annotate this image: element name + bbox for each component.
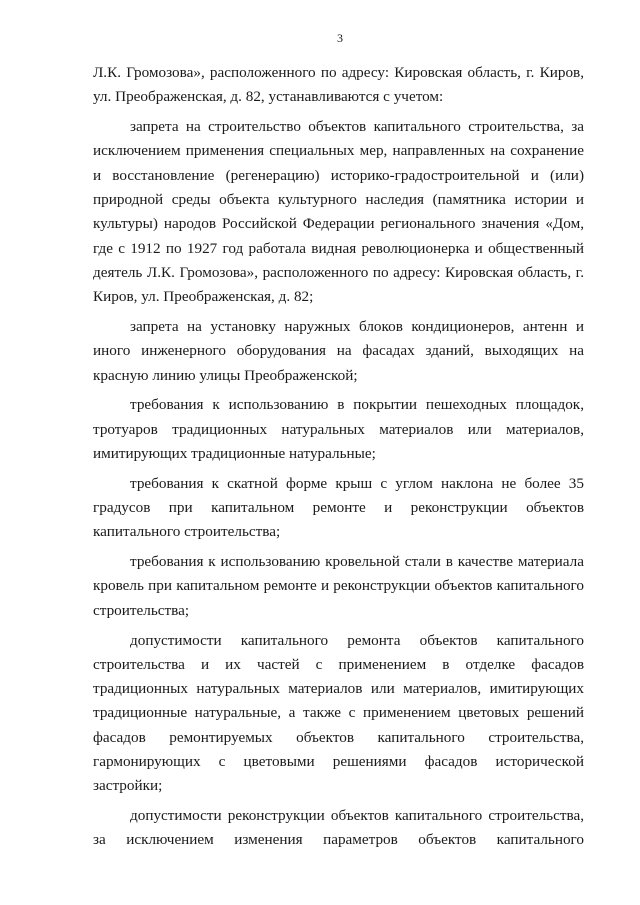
paragraph-construction-ban: запрета на строительство объектов капитального строительства, за исключением применения специальных мер, направленных на сохранение и восстановление (регенерацию) историко-градостроительной и (или) природной среды объекта культурного наследия (памятника истории и культуры) народов Российской Федерации регионального значения «Дом, где с 1912 по 1927 год работала видная революционерка и общественный деятель Л.К. Громозова», расположенного по адресу: Кировская область, г. Киров, ул. Преображенская, д. 82; xyxy=(93,118,584,306)
paragraph-roof-material-requirement: требования к использованию кровельной стали в качестве материала кровель при капитальном ремонте и реконструкции объектов капитального строительства; xyxy=(93,553,584,619)
document-body xyxy=(93,61,584,858)
paragraph-roof-shape-requirement: требования к скатной форме крыш с углом наклона не более 35 градусов при капитальном ремонте и реконструкции объектов капитального строительства; xyxy=(93,474,584,541)
paragraph-equipment-ban: запрета на установку наружных блоков кондиционеров, антенн и иного инженерного оборудования на фасадах зданий, выходящих на красную линию улицы Преображенской; xyxy=(93,317,584,384)
paragraph-reconstruction-permissibility: допустимости реконструкции объектов капитального строительства, за исключением изменения параметров объектов капитального xyxy=(93,807,584,849)
paragraph-repair-permissibility: допустимости капитального ремонта объектов капитального строительства и их частей с применением в отделке фасадов традиционных натуральных материалов или материалов, имитирующих традиционные натуральные, а также с применением цветовых решений фасадов ремонтируемых объектов капитального строительства, гармонирующих с цветовыми решениями фасадов исторической застройки; xyxy=(93,631,584,795)
paragraph-intro: Л.К. Громозова», расположенного по адресу: Кировская область, г. Киров, ул. Преображенская, д. 82, устанавливаются с учетом: xyxy=(93,64,584,106)
page-number: 3 xyxy=(337,31,343,45)
paragraph-pavement-requirement: требования к использованию в покрытии пешеходных площадок, тротуаров традиционных натуральных материалов или материалов, имитирующих традиционные натуральные; xyxy=(93,396,584,462)
